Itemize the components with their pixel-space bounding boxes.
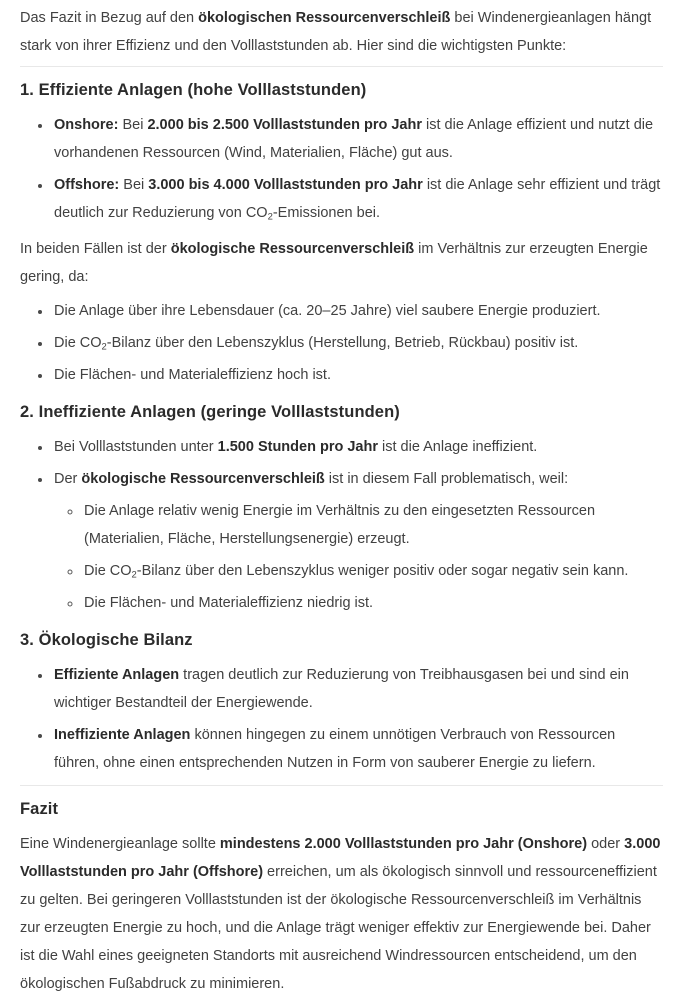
bold-text: ökologische Ressourcenverschleiß — [81, 471, 325, 487]
bold-text: mindestens 2.000 Volllaststunden pro Jahr (Onshore) — [219, 836, 588, 852]
list-item-efficient-plants — [52, 661, 663, 717]
bold-text: Onshore: — [54, 117, 119, 133]
section-1-heading: 1. Effiziente Anlagen (hohe Volllaststunden) — [20, 81, 367, 99]
divider-top — [20, 66, 663, 67]
sublist-item-2 — [82, 557, 663, 585]
text-run: im Verhältnis zur erzeugten Energie gering, da: — [20, 241, 648, 285]
divider-bottom — [20, 785, 663, 786]
list-item-inefficient-plants — [52, 721, 663, 777]
fazit-paragraph — [20, 830, 663, 998]
subscript-2: 2 — [131, 568, 137, 580]
sublist-item-1 — [82, 497, 663, 553]
section-2-list — [20, 433, 663, 617]
text-run: ist in diesem Fall problematisch, weil: — [324, 471, 569, 487]
text-run: tragen deutlich zur Reduzierung von Treibhausgasen bei und sind ein wichtiger Bestandteil der Energiewende. — [54, 667, 629, 711]
text-run: Die Flächen- und Materialeffizienz niedrig ist. — [84, 595, 374, 611]
text-run: erreichen, um als ökologisch sinnvoll und ressourceneffizient zu gelten. Bei geringeren Volllaststunden ist der ökologische Ressourcenverschleiß im Verhältnis zur erzeugten Energie zu hoch, und die Anlage trägt weniger effektiv zur Energiewende bei. Daher ist die Wahl eines geeigneten Standorts mit ausreichend Windressourcen entscheidend, um den ökologischen Fußabdruck zu minimieren. — [20, 864, 657, 992]
bold-text: 3.000 bis 4.000 Volllaststunden pro Jahr — [148, 177, 423, 193]
bold-text: 1.500 Stunden pro Jahr — [217, 439, 378, 455]
text-run: -Bilanz über den Lebenszyklus weniger positiv oder sogar negativ sein kann. — [136, 563, 629, 579]
text-run: In beiden Fällen ist der — [20, 241, 171, 257]
text-run: Die CO — [84, 563, 132, 579]
text-run: Das Fazit in Bezug auf den — [20, 10, 199, 26]
text-run: Die CO — [54, 335, 102, 351]
list-item-inefficient-threshold — [52, 433, 663, 461]
section-1-reasons-list — [20, 297, 663, 389]
bold-text: Offshore: — [54, 177, 120, 193]
text-run: Bei Volllaststunden unter — [54, 439, 218, 455]
subscript-2: 2 — [101, 340, 107, 352]
bold-text: 2.000 bis 2.500 Volllaststunden pro Jahr — [147, 117, 422, 133]
fazit-heading: Fazit — [20, 800, 59, 818]
bold-text: ökologische Ressourcenverschleiß — [170, 241, 415, 257]
intro-paragraph — [20, 4, 663, 60]
text-run: Bei — [118, 117, 148, 133]
text-run: Die Flächen- und Materialeffizienz hoch ist. — [54, 367, 331, 383]
section-2-heading: 2. Ineffiziente Anlagen (geringe Volllaststunden) — [20, 403, 400, 421]
text-run: ist die Anlage ineffizient. — [378, 439, 538, 455]
text-run: ist die Anlage effizient und nutzt die vorhandenen Ressourcen (Wind, Materialien, Fläche) gut aus. — [54, 117, 654, 161]
section-1-summary — [20, 235, 663, 291]
list-item-problematic — [52, 465, 663, 617]
section-3-heading: 3. Ökologische Bilanz — [20, 631, 193, 649]
list-item-reason-3 — [52, 361, 663, 389]
list-item-reason-2 — [52, 329, 663, 357]
list-item-onshore — [52, 111, 663, 167]
bold-text: 3.000 Volllaststunden pro Jahr (Offshore) — [20, 836, 661, 880]
text-run: Die Anlage über ihre Lebensdauer (ca. 20–25 Jahre) viel saubere Energie produziert. — [54, 303, 601, 319]
section-3-list — [20, 661, 663, 777]
list-item-offshore — [52, 171, 663, 227]
text-run: -Emissionen bei. — [272, 205, 381, 221]
section-1-list — [20, 111, 663, 227]
text-run: bei Windenergieanlagen hängt stark von ihrer Effizienz und den Volllaststunden ab. Hier sind die wichtigsten Punkte: — [20, 10, 652, 54]
text-run: ist die Anlage sehr effizient und trägt deutlich zur Reduzierung von CO — [54, 177, 661, 221]
text-run: -Bilanz über den Lebenszyklus (Herstellung, Betrieb, Rückbau) positiv ist. — [106, 335, 579, 351]
text-run: können hingegen zu einem unnötigen Verbrauch von Ressourcen führen, ohne einen entsprechenden Nutzen in Form von sauberer Energie zu liefern. — [54, 727, 616, 771]
text-run: Bei — [119, 177, 149, 193]
text-run: Der — [54, 471, 82, 487]
subscript-2: 2 — [267, 210, 273, 222]
text-run: Die Anlage relativ wenig Energie im Verhältnis zu den eingesetzten Ressourcen (Materialien, Fläche, Herstellungsenergie) erzeugt. — [84, 503, 596, 547]
bold-text: Effiziente Anlagen — [54, 667, 180, 683]
text-run: oder — [587, 836, 625, 852]
list-item-reason-1 — [52, 297, 663, 325]
section-2-sublist — [54, 497, 663, 617]
text-run: Eine Windenergieanlage sollte — [20, 836, 220, 852]
sublist-item-3 — [82, 589, 663, 617]
bold-text: Ineffiziente Anlagen — [54, 727, 191, 743]
bold-text: ökologischen Ressourcenverschleiß — [198, 10, 451, 26]
